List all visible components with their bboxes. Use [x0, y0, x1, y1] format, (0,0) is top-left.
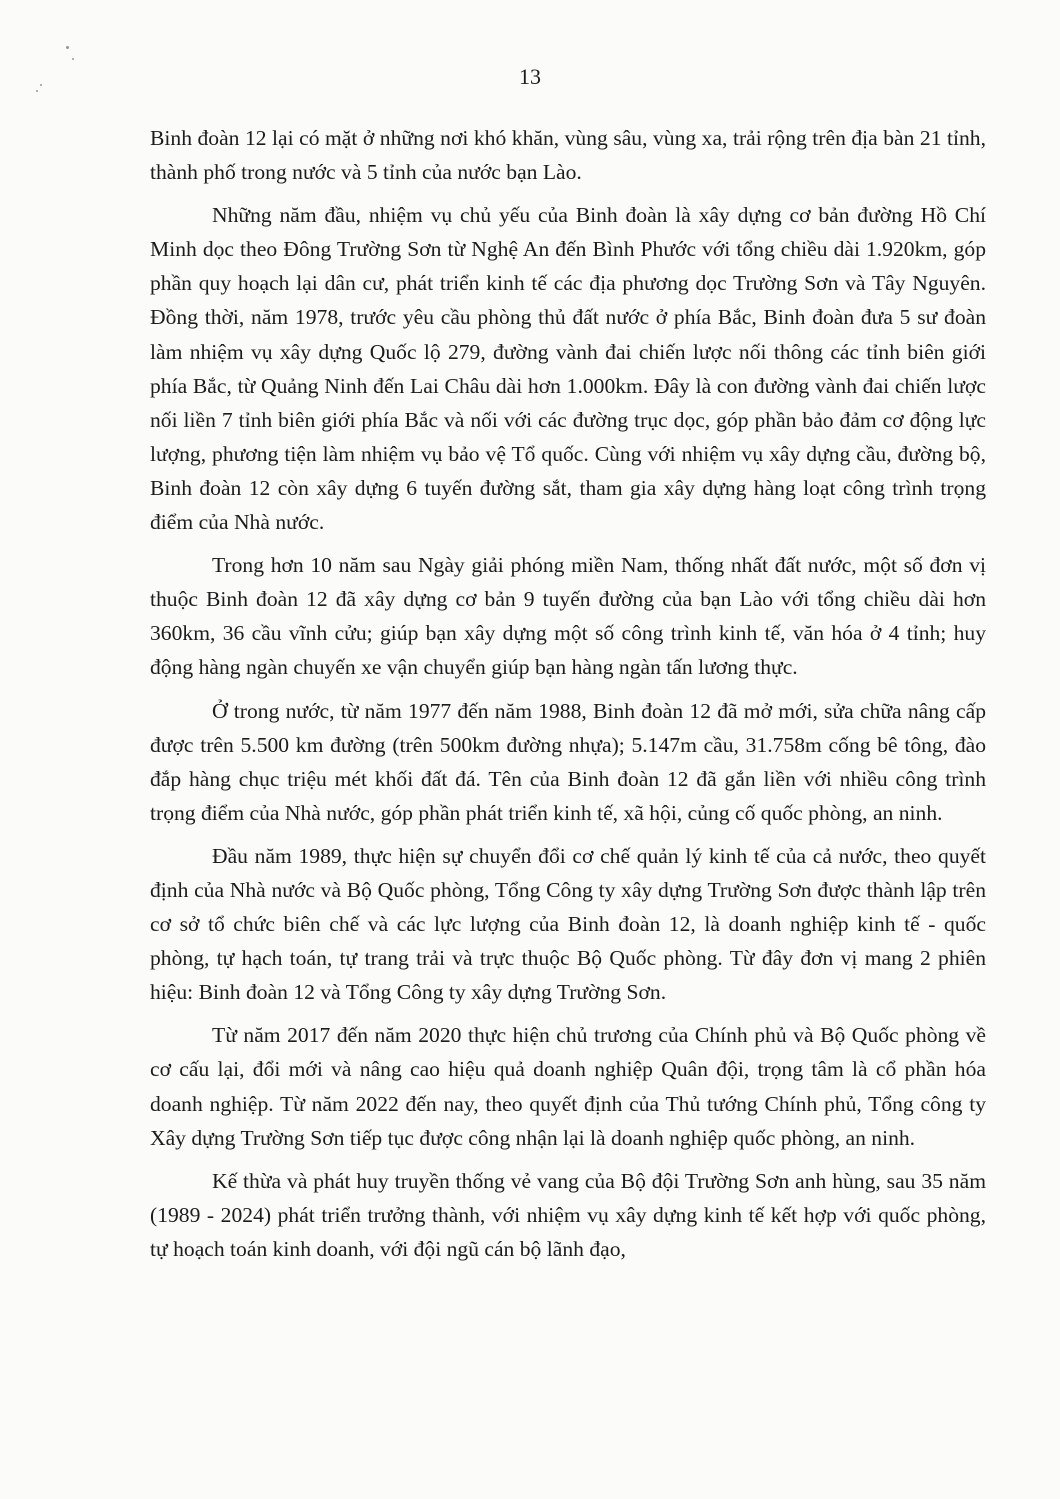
paragraph: Từ năm 2017 đến năm 2020 thực hiện chủ trương của Chính phủ và Bộ Quốc phòng về cơ cấu lại, đổi mới và nâng cao hiệu quả doanh nghiệp Quân đội, trọng tâm là cổ phần hóa doanh nghiệp. Từ năm 2022 đến nay, theo quyết định của Thủ tướng Chính phủ, Tổng công ty Xây dựng Trường Sơn tiếp tục được công nhận lại là doanh nghiệp quốc phòng, an ninh. — [150, 1023, 986, 1150]
paragraph: Binh đoàn 12 lại có mặt ở những nơi khó khăn, vùng sâu, vùng xa, trải rộng trên địa bàn 21 tỉnh, thành phố trong nước và 5 tỉnh của nước bạn Lào. — [150, 126, 986, 185]
paragraph: Ở trong nước, từ năm 1977 đến năm 1988, Binh đoàn 12 đã mở mới, sửa chữa nâng cấp được trên 5.500 km đường (trên 500km đường nhựa); 5.147m cầu, 31.758m cống bê tông, đào đắp hàng chục triệu mét khối đất đá. Tên của Binh đoàn 12 đã gắn liền với nhiều công trình trọng điểm của Nhà nước, góp phần phát triển kinh tế, xã hội, củng cố quốc phòng, an ninh. — [150, 698, 986, 825]
paragraph: Đầu năm 1989, thực hiện sự chuyển đổi cơ chế quản lý kinh tế của cả nước, theo quyết định của Nhà nước và Bộ Quốc phòng, Tổng Công ty xây dựng Trường Sơn được thành lập trên cơ sở tổ chức biên chế và các lực lượng của Binh đoàn 12, là doanh nghiệp kinh tế - quốc phòng, tự hạch toán, tự trang trải và trực thuộc Bộ Quốc phòng. Từ đây đơn vị mang 2 phiên hiệu: Binh đoàn 12 và Tổng Công ty xây dựng Trường Sơn. — [150, 843, 986, 1005]
scan-speck — [72, 58, 74, 60]
scan-speck — [36, 90, 38, 92]
page-number: 13 — [519, 64, 541, 89]
paragraph: Trong hơn 10 năm sau Ngày giải phóng miền Nam, thống nhất đất nước, một số đơn vị thuộc Binh đoàn 12 đã xây dựng cơ bản 9 tuyến đường của bạn Lào với tổng chiều dài hơn 360km, 36 cầu vĩnh cửu; giúp bạn xây dựng một số công trình kinh tế, văn hóa ở 4 tỉnh; huy động hàng ngàn chuyến xe vận chuyển giúp bạn hàng ngàn tấn lương thực. — [150, 553, 986, 680]
paragraph: Những năm đầu, nhiệm vụ chủ yếu của Binh đoàn là xây dựng cơ bản đường Hồ Chí Minh dọc theo Đông Trường Sơn từ Nghệ An đến Bình Phước với tổng chiều dài 1.920km, góp phần quy hoạch lại dân cư, phát triển kinh tế các địa phương dọc Trường Sơn và Tây Nguyên. Đồng thời, năm 1978, trước yêu cầu phòng thủ đất nước ở phía Bắc, Binh đoàn đưa 5 sư đoàn làm nhiệm vụ xây dựng Quốc lộ 279, đường vành đai chiến lược nối thông các tỉnh biên giới phía Bắc, từ Quảng Ninh đến Lai Châu dài hơn 1.000km. Đây là con đường vành đai chiến lược nối liền 7 tỉnh biên giới phía Bắc và nối với các đường trục dọc, góp phần bảo đảm cơ động lực lượng, phương tiện làm nhiệm vụ bảo vệ Tổ quốc. Cùng với nhiệm vụ xây dựng cầu, đường bộ, Binh đoàn 12 còn xây dựng 6 tuyến đường sắt, tham gia xây dựng hàng loạt công trình trọng điểm của Nhà nước. — [150, 203, 986, 535]
body-text — [150, 121, 986, 1275]
paragraph: Kế thừa và phát huy truyền thống vẻ vang của Bộ đội Trường Sơn anh hùng, sau 35 năm (1989 - 2024) phát triển trưởng thành, với nhiệm vụ xây dựng kinh tế kết hợp với quốc phòng, tự hoạch toán kinh doanh, với đội ngũ cán bộ lãnh đạo, — [150, 1168, 986, 1261]
scan-speck — [66, 46, 69, 49]
